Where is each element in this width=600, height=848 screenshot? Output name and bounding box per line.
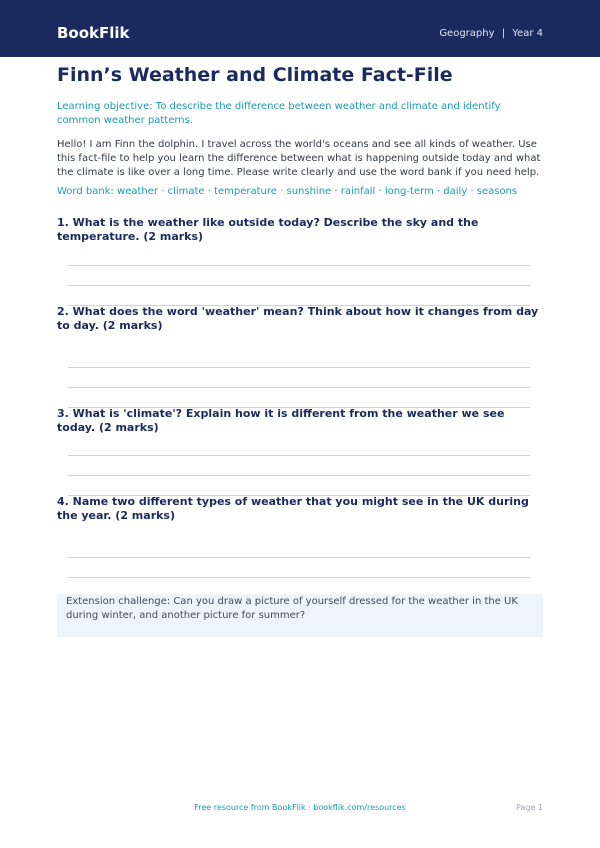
- footer-credit: Free resource from BookFlik · bookflik.com/resources: [194, 803, 406, 812]
- answer-line[interactable]: [68, 285, 530, 286]
- page-title: Finn’s Weather and Climate Fact-File: [57, 64, 453, 86]
- question-4: 4. Name two different types of weather that you might see in the UK during the year. (2 marks): [57, 495, 529, 522]
- word-bank: Word bank: weather · climate · temperature · sunshine · rainfall · long-term · daily · seasons: [57, 186, 518, 197]
- answer-line[interactable]: [68, 265, 530, 266]
- extension-challenge-box: [57, 594, 543, 637]
- question-3: 3. What is 'climate'? Explain how it is different from the weather we see today. (2 marks): [57, 407, 505, 434]
- answer-line[interactable]: [68, 475, 530, 476]
- extension-challenge-text: Extension challenge: Can you draw a picture of yourself dressed for the weather in the UK during winter, and another picture for summer?: [66, 596, 518, 621]
- meta-separator: |: [501, 28, 506, 39]
- question-1: 1. What is the weather like outside today? Describe the sky and the temperature. (2 marks): [57, 216, 479, 243]
- learning-objective: Learning objective: To describe the difference between weather and climate and identify common weather patterns.: [57, 101, 501, 126]
- answer-line[interactable]: [68, 577, 530, 578]
- answer-line[interactable]: [68, 387, 530, 388]
- subject-label: Geography: [439, 28, 495, 39]
- intro-paragraph: Hello! I am Finn the dolphin. I travel across the world's oceans and see all kinds of weather. Use this fact-file to help you learn the difference between what is happening outside today and what the climate is like over a long time. Please write clearly and use the word bank if you need help.: [57, 139, 541, 178]
- page-number: Page 1: [516, 803, 543, 812]
- brand-logo-text: BookFlik: [57, 24, 130, 42]
- answer-line[interactable]: [68, 367, 530, 368]
- subject-year-label: [439, 28, 543, 39]
- answer-line[interactable]: [68, 557, 530, 558]
- question-2: 2. What does the word 'weather' mean? Think about how it changes from day to day. (2 marks): [57, 305, 539, 332]
- answer-line[interactable]: [68, 455, 530, 456]
- page-header: [0, 0, 600, 57]
- year-label: Year 4: [512, 28, 543, 39]
